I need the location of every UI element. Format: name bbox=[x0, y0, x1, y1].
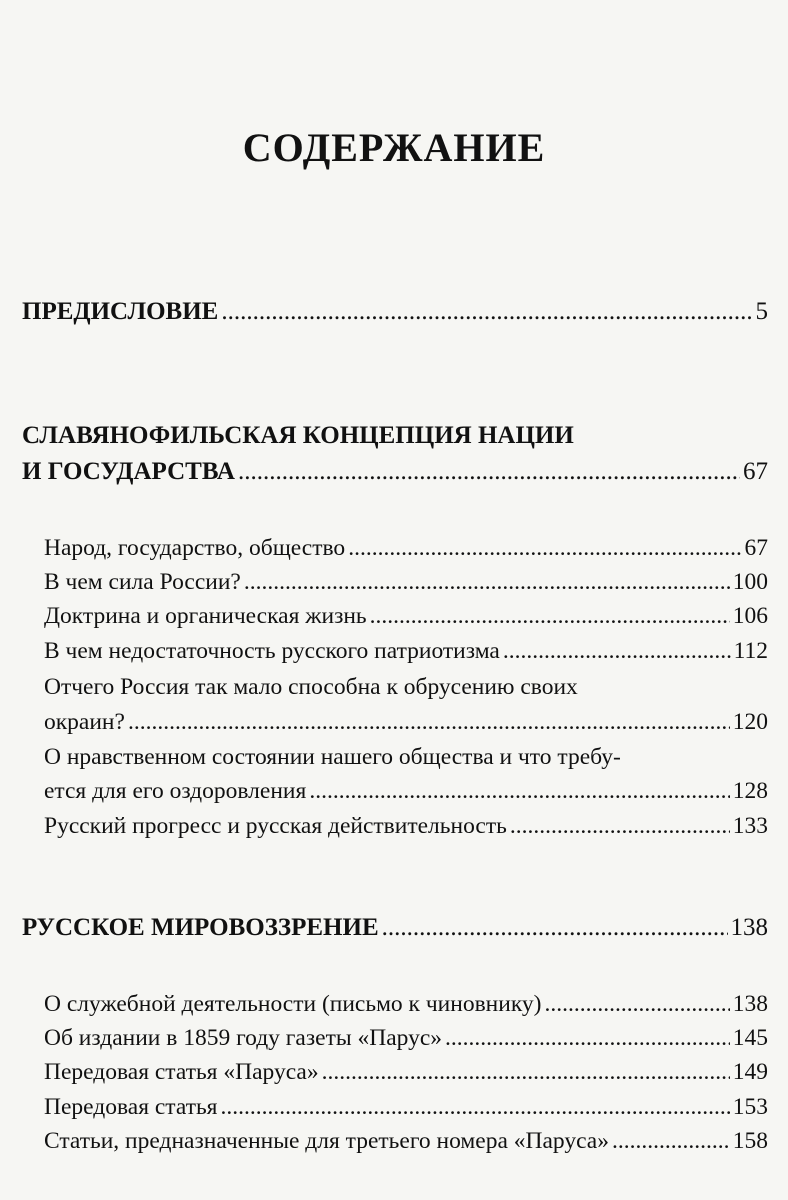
leader-dots bbox=[544, 991, 729, 1018]
page-number: 149 bbox=[732, 1059, 768, 1085]
page-number: 133 bbox=[732, 813, 768, 839]
leader-dots bbox=[221, 1094, 730, 1121]
entry-title: Передовая статья bbox=[44, 1094, 218, 1120]
toc-entry[interactable] bbox=[44, 1025, 768, 1052]
page-number: 5 bbox=[755, 298, 768, 325]
leader-dots bbox=[221, 298, 752, 326]
leader-dots bbox=[370, 603, 730, 630]
toc-entry[interactable] bbox=[44, 778, 768, 805]
page-title: СОДЕРЖАНИЕ bbox=[242, 125, 546, 170]
leader-dots bbox=[309, 778, 729, 805]
toc-entry[interactable] bbox=[44, 1128, 768, 1155]
toc-entry[interactable] bbox=[44, 1059, 768, 1086]
entry-title-line2: ется для его оздоровления bbox=[44, 778, 307, 804]
entry-title: Передовая статья «Паруса» bbox=[44, 1059, 319, 1085]
entry-title: В чем недостаточность русского патриотизма bbox=[44, 638, 500, 664]
section-title-line1: СЛАВЯНОФИЛЬСКАЯ КОНЦЕПЦИЯ НАЦИИ bbox=[22, 422, 574, 449]
leader-dots bbox=[244, 569, 730, 596]
leader-dots bbox=[612, 1128, 730, 1155]
page-number: 128 bbox=[732, 778, 768, 804]
entry-title: Статьи, предназначенные для третьего номера «Паруса» bbox=[44, 1128, 609, 1154]
page-number: 138 bbox=[732, 991, 768, 1017]
toc-entry[interactable] bbox=[44, 991, 768, 1018]
entry-title: Народ, государство, общество bbox=[44, 535, 346, 561]
section-title: РУССКОЕ МИРОВОЗЗРЕНИЕ bbox=[22, 914, 379, 941]
leader-dots bbox=[322, 1059, 730, 1086]
entry-title-line1: О нравственном состоянии нашего общества и что требу- bbox=[44, 744, 621, 770]
leader-dots bbox=[128, 709, 730, 736]
page-number: 138 bbox=[730, 914, 768, 941]
toc-entry[interactable] bbox=[44, 1094, 768, 1121]
entry-title: О служебной деятельности (письмо к чиновнику) bbox=[44, 991, 542, 1017]
leader-dots bbox=[238, 458, 740, 486]
page-number: 153 bbox=[732, 1094, 768, 1120]
page-number: 145 bbox=[732, 1025, 768, 1051]
page-number: 67 bbox=[744, 535, 768, 561]
leader-dots bbox=[503, 638, 731, 665]
entry-title: Русский прогресс и русская действительность bbox=[44, 813, 507, 839]
toc-entry[interactable] bbox=[44, 535, 768, 562]
leader-dots bbox=[445, 1025, 730, 1052]
leader-dots bbox=[510, 813, 730, 840]
toc-entry[interactable] bbox=[44, 638, 768, 665]
page-number: 112 bbox=[733, 638, 768, 664]
entry-title: Доктрина и органическая жизнь bbox=[44, 603, 367, 629]
page-number: 106 bbox=[732, 603, 768, 629]
section-title: ПРЕДИСЛОВИЕ bbox=[22, 298, 219, 325]
leader-dots bbox=[382, 914, 728, 942]
page-number: 67 bbox=[743, 458, 768, 485]
toc-entry[interactable] bbox=[44, 709, 768, 736]
page-number: 100 bbox=[732, 569, 768, 595]
entry-title-line1: Отчего Россия так мало способна к обрусению своих bbox=[44, 674, 578, 700]
leader-dots bbox=[348, 535, 741, 562]
entry-title: Об издании в 1859 году газеты «Парус» bbox=[44, 1025, 443, 1051]
toc-section-worldview[interactable] bbox=[22, 914, 768, 942]
toc-entry[interactable] bbox=[44, 813, 768, 840]
section-title-line2: И ГОСУДАРСТВА bbox=[22, 458, 235, 485]
toc-section-preface[interactable] bbox=[22, 298, 768, 326]
entry-title: В чем сила России? bbox=[44, 569, 241, 595]
toc-entry[interactable] bbox=[44, 569, 768, 596]
page-number: 158 bbox=[732, 1128, 768, 1154]
toc-entry[interactable] bbox=[44, 603, 768, 630]
page-number: 120 bbox=[732, 709, 768, 735]
entry-title-line2: окраин? bbox=[44, 709, 125, 735]
toc-section-slavophile[interactable] bbox=[22, 458, 768, 486]
